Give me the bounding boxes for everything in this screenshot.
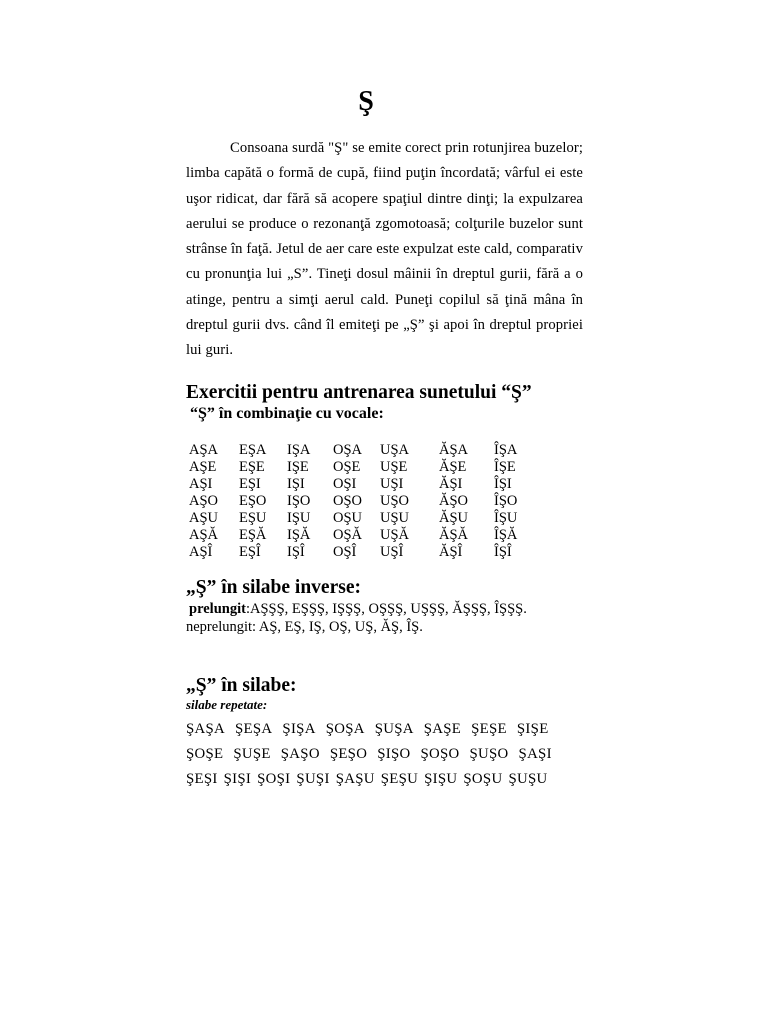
vowel-row (189, 442, 534, 459)
prolonged-line (189, 601, 527, 618)
syllable: ŞIŞA (282, 721, 316, 737)
vowel-cell: ÎŞO (494, 493, 518, 509)
vowel-cell: IŞE (287, 459, 309, 475)
vowel-cell: UŞO (380, 493, 410, 509)
vowel-cell: AŞU (189, 510, 219, 526)
vowel-cell: ĂŞÎ (439, 544, 463, 560)
vowel-cell: EŞÎ (239, 544, 261, 560)
vowel-cell: AŞO (189, 493, 219, 509)
syllable-row (186, 746, 562, 763)
syllable: ŞOŞA (325, 721, 365, 737)
vowel-cell: IŞI (287, 476, 305, 492)
vowel-cell: UŞE (380, 459, 408, 475)
syllable: ŞUŞU (508, 771, 548, 787)
vowel-cell: IŞĂ (287, 527, 311, 543)
vowel-cell: EŞO (239, 493, 267, 509)
vowel-cell: AŞA (189, 442, 219, 458)
vowel-cell: OŞĂ (333, 527, 363, 543)
syllable: ŞUŞA (374, 721, 414, 737)
vowel-row (189, 459, 534, 476)
syllable-row (186, 721, 559, 738)
vowel-cell: ĂŞU (439, 510, 469, 526)
syllable: ŞIŞO (377, 746, 411, 762)
vowel-cell: AŞÎ (189, 544, 213, 560)
syllable: ŞIŞE (516, 721, 549, 737)
syllable: ŞIŞU (424, 771, 458, 787)
repeated-syllables-colon: : (262, 697, 268, 712)
vowel-cell: ÎŞÎ (494, 544, 512, 560)
syllables-heading: „Ş” în silabe: (186, 675, 297, 696)
vowel-cell: ÎŞĂ (494, 527, 518, 543)
vowel-cell: OŞU (333, 510, 363, 526)
vowel-cell: EŞU (239, 510, 267, 526)
vowel-cell: ÎŞI (494, 476, 512, 492)
intro-paragraph: Consoana surdă "Ş" se emite corect prin rotunjirea buzelor; limba capătă o formă de cupă, fiind puţin încordată; vârful ei este uşor ridicat, dar fără să acopere spaţiul dintre dinţi; la expulzarea aerului se produce o rezonanţă zgomotoasă; colţurile buzelor sunt strânse în faţă. Jetul de aer care este expulzat este cald, comparativ cu pronunţia lui „S”. Tineţi dosul mâinii în dreptul gurii, fără a o atinge, pentru a simţi aerul cald. Puneţi copilul să ţină mâna în dreptul gurii dvs. când îl emiteţi pe „Ş” şi apoi în dreptul propriei lui guri. (186, 140, 583, 359)
syllable: ŞAŞI (518, 746, 552, 762)
vowel-cell: EŞE (239, 459, 265, 475)
syllable: ŞOŞE (186, 746, 224, 762)
syllable: ŞAŞU (335, 771, 375, 787)
syllable: ŞEŞA (235, 721, 273, 737)
vowel-row (189, 510, 534, 527)
syllable-row (186, 771, 553, 788)
syllable: ŞEŞI (186, 771, 218, 787)
inverse-syllables-heading: „Ş” în silabe inverse: (186, 577, 361, 598)
vowel-cell: IŞU (287, 510, 311, 526)
syllable: ŞAŞE (423, 721, 462, 737)
vowel-cell: IŞÎ (287, 544, 305, 560)
syllable: ŞAŞO (280, 746, 320, 762)
vowel-cell: AŞE (189, 459, 217, 475)
vowel-cell: IŞA (287, 442, 311, 458)
vowel-cell: OŞA (333, 442, 363, 458)
vowel-cell: OŞE (333, 459, 361, 475)
non-prolonged-line (186, 619, 423, 636)
page-title: Ş (358, 86, 374, 117)
vowel-cell: AŞĂ (189, 527, 219, 543)
vowel-row (189, 527, 534, 544)
vowel-cell: UŞI (380, 476, 404, 492)
vowel-combination-heading: “Ş” în combinaţie cu vocale: (190, 405, 384, 422)
vowel-cell: OŞÎ (333, 544, 357, 560)
syllable: ŞOŞO (420, 746, 460, 762)
syllable: ŞUŞO (469, 746, 509, 762)
syllable: ŞEŞU (380, 771, 419, 787)
vowel-cell: UŞA (380, 442, 410, 458)
vowel-cell: AŞI (189, 476, 213, 492)
repeated-syllables-label (186, 697, 267, 713)
syllable: ŞEŞO (329, 746, 368, 762)
syllable: ŞAŞA (186, 721, 226, 737)
syllable: ŞEŞE (471, 721, 507, 737)
vowel-cell: ÎŞE (494, 459, 516, 475)
vowel-cell: UŞU (380, 510, 410, 526)
repeated-syllables-text: silabe repetate (186, 697, 263, 712)
non-prolonged-label: neprelungit (186, 619, 253, 635)
vowel-cell: IŞO (287, 493, 311, 509)
syllable: ŞUŞE (233, 746, 271, 762)
vowel-cell: ÎŞA (494, 442, 518, 458)
vowel-cell: EŞI (239, 476, 261, 492)
vowel-row (189, 493, 534, 510)
prolonged-label: prelungit (189, 601, 246, 617)
vowel-cell: UŞÎ (380, 544, 404, 560)
non-prolonged-value: : AŞ, EŞ, IŞ, OŞ, UŞ, ĂŞ, ÎŞ. (252, 619, 423, 635)
syllable: ŞIŞI (223, 771, 252, 787)
vowel-cell: ĂŞI (439, 476, 463, 492)
vowel-cell: UŞĂ (380, 527, 410, 543)
vowel-row (189, 544, 534, 561)
vowel-cell: ĂŞA (439, 442, 469, 458)
vowel-cell: ĂŞO (439, 493, 469, 509)
vowel-cell: EŞĂ (239, 527, 267, 543)
vowel-row (189, 476, 534, 493)
prolonged-value: :AŞŞŞ, EŞŞŞ, IŞŞŞ, OŞŞŞ, UŞŞŞ, ĂŞŞŞ, ÎŞŞŞ. (245, 601, 527, 617)
vowel-cell: ĂŞE (439, 459, 467, 475)
exercises-heading: Exercitii pentru antrenarea sunetului “Ş” (186, 382, 532, 403)
syllable: ŞUŞI (296, 771, 330, 787)
syllable: ŞOŞI (257, 771, 291, 787)
vowel-combination-table (189, 442, 534, 561)
vowel-cell: EŞA (239, 442, 267, 458)
vowel-cell: ĂŞĂ (439, 527, 469, 543)
syllable: ŞOŞU (463, 771, 503, 787)
vowel-cell: OŞO (333, 493, 363, 509)
vowel-cell: OŞI (333, 476, 357, 492)
vowel-cell: ÎŞU (494, 510, 518, 526)
